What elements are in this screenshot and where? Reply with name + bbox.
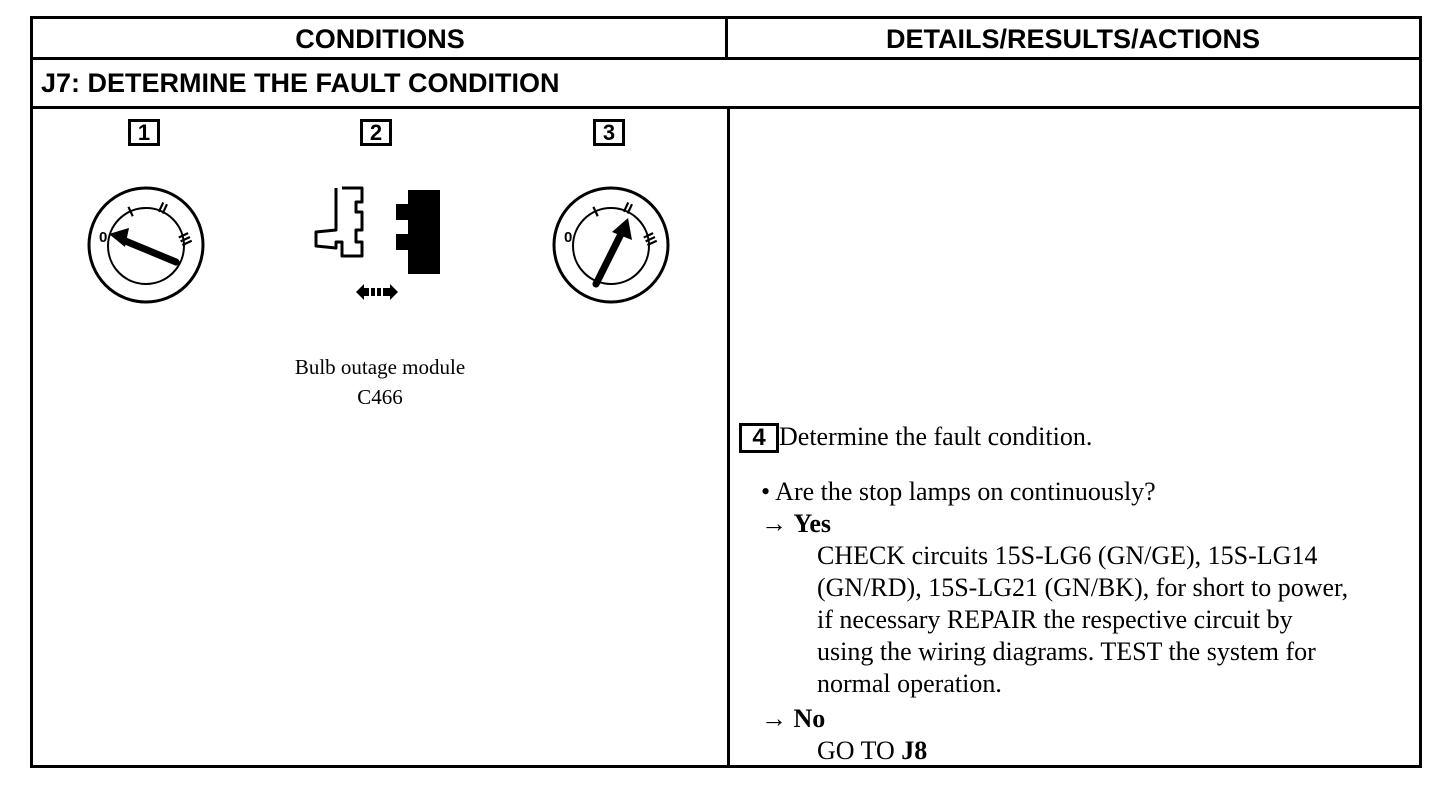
connector-caption-name: Bulb outage module xyxy=(294,355,466,379)
no-action-prefix: GO TO xyxy=(817,736,902,765)
step-number-3: 3 xyxy=(593,119,625,146)
no-branch xyxy=(761,703,825,735)
title-rule xyxy=(33,106,1419,109)
ignition-switch-off-icon xyxy=(85,184,207,306)
position-1-label: I xyxy=(590,203,602,221)
no-action-target: J8 xyxy=(901,736,928,765)
yes-action-line-4: using the wiring diagrams. TEST the system for xyxy=(817,637,1316,666)
no-label: No xyxy=(793,704,826,733)
no-action xyxy=(817,735,927,767)
step-title: J7: DETERMINE THE FAULT CONDITION xyxy=(41,67,560,98)
question-text: • Are the stop lamps on continuously? xyxy=(761,477,1156,506)
instruction-text: Determine the fault condition. xyxy=(779,422,1093,451)
no-arrow: → xyxy=(761,704,787,733)
step-number-4: 4 xyxy=(739,423,779,453)
yes-action-line-5: normal operation. xyxy=(817,669,1002,698)
procedure-table xyxy=(30,16,1422,768)
position-0-label: 0 xyxy=(99,229,108,246)
ignition-switch-on-icon xyxy=(550,184,672,306)
position-2-label: II xyxy=(620,199,636,219)
step-number-2: 2 xyxy=(360,119,392,146)
position-3-label: III xyxy=(174,230,196,249)
yes-arrow: → xyxy=(761,509,787,538)
column-divider xyxy=(727,107,730,767)
position-1-label: I xyxy=(125,203,137,221)
yes-action-line-3: if necessary REPAIR the respective circuit by xyxy=(817,605,1293,634)
conditions-header: CONDITIONS xyxy=(295,23,465,54)
yes-branch xyxy=(761,508,831,540)
details-header: DETAILS/RESULTS/ACTIONS xyxy=(885,23,1260,54)
yes-action-line-2: (GN/RD), 15S-LG21 (GN/BK), for short to power, xyxy=(817,573,1349,602)
connector-caption-id: C466 xyxy=(357,385,403,409)
step-number-1: 1 xyxy=(128,119,160,146)
yes-label: Yes xyxy=(793,509,832,538)
connector-disconnect-icon xyxy=(308,184,448,309)
position-0-label: 0 xyxy=(564,229,573,246)
position-2-label: II xyxy=(155,199,171,219)
yes-action-line-1: CHECK circuits 15S-LG6 (GN/GE), 15S-LG14 xyxy=(817,541,1318,570)
position-3-label: III xyxy=(639,230,661,249)
